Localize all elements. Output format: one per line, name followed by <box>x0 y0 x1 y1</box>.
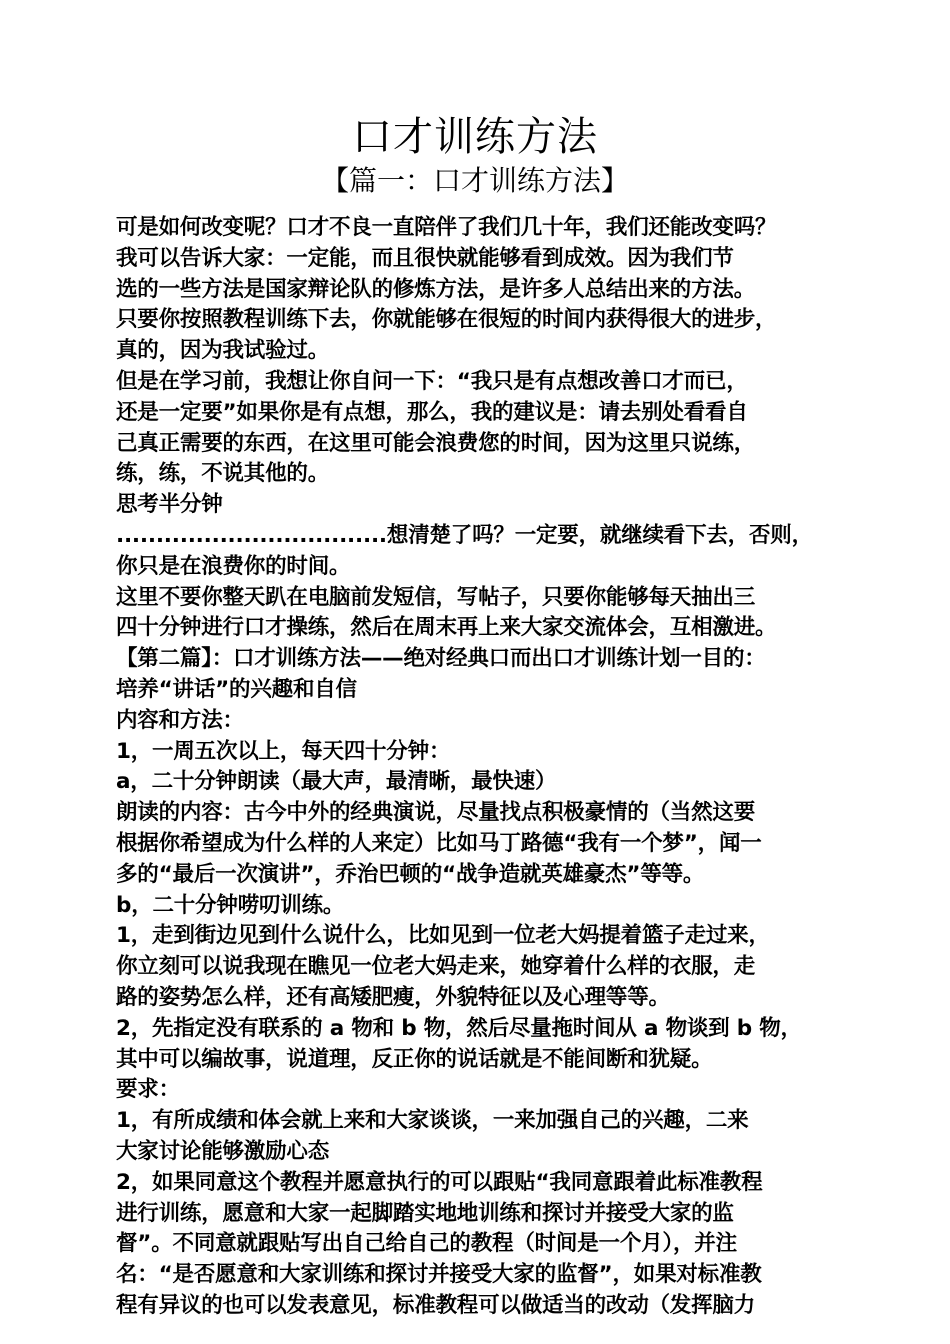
body-line: 培养“讲话”的兴趣和自信 <box>116 676 357 702</box>
body-line: 真的，因为我试验过。 <box>116 338 330 364</box>
body-line: 这里不要你整天趴在电脑前发短信，写帖子，只要你能够每天抽出三 <box>116 584 756 610</box>
body-line: 大家讨论能够激励心态 <box>116 1138 330 1164</box>
body-line: 练，练，不说其他的。 <box>116 461 330 487</box>
body-line: 但是在学习前，我想让你自问一下：“我只是有点想改善口才而已， <box>116 368 748 394</box>
body-line: 程有异议的也可以发表意见，标准教程可以做适当的改动（发挥脑力 <box>116 1292 756 1318</box>
document-subtitle: 【篇一：口才训练方法】 <box>320 164 629 197</box>
document-body <box>116 213 856 1322</box>
body-line: 根据你希望成为什么样的人来定）比如马丁路德“我有一个梦”，闻一 <box>116 830 762 856</box>
body-line: 四十分钟进行口才操练，然后在周末再上来大家交流体会，互相激进。 <box>116 615 777 641</box>
body-line: 还是一定要”如果你是有点想，那么，我的建议是：请去别处看看自 <box>116 399 748 425</box>
body-line: 2，如果同意这个教程并愿意执行的可以跟贴“我同意跟着此标准教程 <box>116 1169 763 1195</box>
body-line: ..................................想清楚了吗？一定要，就继续看下去，否则， <box>116 522 813 548</box>
body-line: 路的姿势怎么样，还有高矮肥瘦，外貌特征以及心理等等。 <box>116 984 670 1010</box>
body-line: 2，先指定没有联系的 a 物和 b 物，然后尽量拖时间从 a 物谈到 b 物， <box>116 1015 802 1041</box>
body-line: 朗读的内容：古今中外的经典演说，尽量找点积极豪情的（当然这要 <box>116 800 756 826</box>
body-line: 可是如何改变呢？口才不良一直陪伴了我们几十年，我们还能改变吗？ <box>116 215 777 240</box>
body-line: 我可以告诉大家：一定能，而且很快就能够看到成效。因为我们节 <box>116 245 734 271</box>
body-line: 只要你按照教程训练下去，你就能够在很短的时间内获得很大的进步， <box>116 307 777 333</box>
body-line: 名：“是否愿意和大家训练和探讨并接受大家的监督”，如果对标准教 <box>116 1262 762 1288</box>
body-line: 选的一些方法是国家辩论队的修炼方法，是许多人总结出来的方法。 <box>116 276 756 302</box>
body-line: b，二十分钟唠叨训练。 <box>116 892 345 918</box>
body-line: 其中可以编故事，说道理，反正你的说话就是不能间断和犹疑。 <box>116 1046 713 1072</box>
body-line: 要求： <box>116 1077 180 1103</box>
body-line: 内容和方法： <box>116 707 244 733</box>
body-line: 督”。不同意就跟贴写出自己给自己的教程（时间是一个月），并注 <box>116 1231 737 1257</box>
document-title: 口才训练方法 <box>352 114 598 160</box>
body-line: 1，走到街边见到什么说什么，比如见到一位老大妈提着篮子走过来， <box>116 923 770 949</box>
body-line: 思考半分钟 <box>116 492 223 518</box>
body-line: 1，一周五次以上，每天四十分钟： <box>116 738 451 764</box>
body-line: 你立刻可以说我现在瞧见一位老大妈走来，她穿着什么样的衣服，走 <box>116 954 756 980</box>
body-line: a，二十分钟朗读（最大声，最清晰，最快速） <box>116 769 557 795</box>
body-line: 【第二篇】：口才训练方法——绝对经典口而出口才训练计划一目的： <box>116 646 766 672</box>
body-line: 你只是在浪费你的时间。 <box>116 553 351 579</box>
body-line: 进行训练，愿意和大家一起脚踏实地地训练和探讨并接受大家的监 <box>116 1200 734 1226</box>
body-line: 多的“最后一次演讲”，乔治巴顿的“战争造就英雄豪杰”等等。 <box>116 861 705 887</box>
body-line: 己真正需要的东西，在这里可能会浪费您的时间，因为这里只说练， <box>116 430 756 456</box>
body-line: 1，有所成绩和体会就上来和大家谈谈，一来加强自己的兴趣，二来 <box>116 1108 749 1134</box>
